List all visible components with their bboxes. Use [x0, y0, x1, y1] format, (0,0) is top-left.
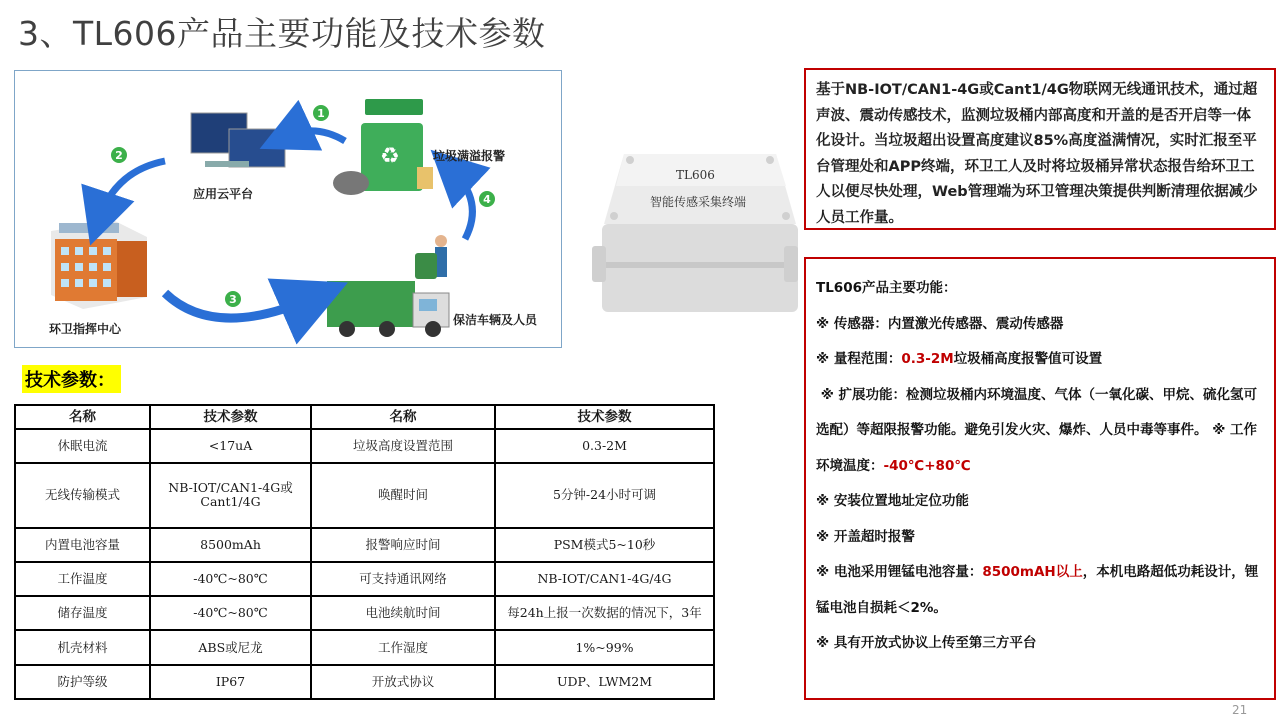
- step-4: 4: [483, 193, 491, 206]
- table-row: [15, 665, 714, 699]
- table-row: [15, 562, 714, 596]
- table-header-row: [15, 405, 714, 429]
- feature-sensor: ※ 传感器：内置激光传感器、震动传感器: [816, 315, 1064, 332]
- table-cell: PSM模式5~10秒: [495, 528, 714, 562]
- label-cloud-platform: 应用云平台: [193, 187, 254, 201]
- workflow-diagram: [15, 71, 561, 347]
- step-2: 2: [115, 149, 123, 162]
- table-cell: 0.3-2M: [495, 429, 714, 463]
- workflow-illustration: [14, 70, 562, 348]
- table-cell: 无线传输模式: [15, 463, 150, 527]
- device-subtitle: 智能传感采集终端: [650, 195, 747, 209]
- page-title: 3、TL606产品主要功能及技术参数: [18, 14, 546, 53]
- feature-battery: ※ 电池采用锂锰电池容量：8500mAH以上，本机电路超低功耗设计，锂锰电池自损耗＜2%。: [816, 564, 1259, 616]
- table-cell: -40℃~80℃: [150, 596, 311, 630]
- table-cell: 8500mAh: [150, 528, 311, 562]
- feature-location: ※ 安装位置地址定位功能: [816, 493, 969, 509]
- table-cell: 内置电池容量: [15, 528, 150, 562]
- table-cell: 储存温度: [15, 596, 150, 630]
- table-cell: 电池续航时间: [311, 596, 495, 630]
- table-row: [15, 596, 714, 630]
- col-header-name-1: 名称: [15, 405, 150, 429]
- garbage-truck-icon: [327, 235, 449, 337]
- params-title: 技术参数：: [22, 365, 121, 393]
- features-box: [804, 257, 1276, 700]
- table-cell: 可支持通讯网络: [311, 562, 495, 596]
- table-cell: UDP、LWM2M: [495, 665, 714, 699]
- col-header-name-2: 名称: [311, 405, 495, 429]
- table-cell: 工作温度: [15, 562, 150, 596]
- table-cell: <17uA: [150, 429, 311, 463]
- table-cell: 报警响应时间: [311, 528, 495, 562]
- col-header-param-1: 技术参数: [150, 405, 311, 429]
- params-table: [14, 404, 715, 700]
- command-center-icon: [51, 221, 147, 309]
- page-number: 21: [1232, 703, 1248, 717]
- step-1: 1: [317, 107, 325, 120]
- device-model: TL606: [676, 168, 715, 182]
- table-cell: 唤醒时间: [311, 463, 495, 527]
- cloud-platform-icon: [191, 113, 285, 167]
- table-cell: 1%~99%: [495, 630, 714, 664]
- col-header-param-2: 技术参数: [495, 405, 714, 429]
- table-cell: 每24h上报一次数据的情况下，3年: [495, 596, 714, 630]
- table-row: [15, 528, 714, 562]
- feature-timeout: ※ 开盖超时报警: [816, 528, 915, 545]
- table-cell: 垃圾高度设置范围: [311, 429, 495, 463]
- table-cell: 工作湿度: [311, 630, 495, 664]
- table-cell: 5分钟-24小时可调: [495, 463, 714, 527]
- table-cell: 开放式协议: [311, 665, 495, 699]
- trash-bin-icon: [333, 99, 433, 195]
- features-heading: TL606产品主要功能：: [816, 280, 957, 296]
- table-cell: NB-IOT/CAN1-4G/4G: [495, 562, 714, 596]
- table-row: [15, 463, 714, 527]
- svg-text:♻: ♻: [380, 144, 400, 169]
- table-row: [15, 429, 714, 463]
- feature-extension: ※ 扩展功能：检测垃圾桶内环境温度、气体（一氧化碳、甲烷、硫化氢可选配）等超限报警功能。避免引发火灾、爆炸、人员中毒等事件。 ※ 工作环境温度：-40℃+80℃: [816, 386, 1258, 474]
- description-box: 基于NB-IOT/CAN1-4G或Cant1/4G物联网无线通讯技术，通过超声波、震动传感技术，监测垃圾桶内部高度和开盖的是否开启等一体化设计。当垃圾超出设置高度建议85%高度溢满情况，实时汇报至平台管理处和APP终端，环卫工人及时将垃圾桶异常状态报告给环卫工人以便尽快处理，Web管理端为环卫管理决策提供判断清理依据减少人员工作量。: [804, 68, 1276, 230]
- step-3: 3: [229, 293, 237, 306]
- label-vehicles-staff: 保洁车辆及人员: [453, 313, 538, 327]
- table-cell: ABS或尼龙: [150, 630, 311, 664]
- label-command-center: 环卫指挥中心: [49, 322, 122, 336]
- table-cell: NB-IOT/CAN1-4G或Cant1/4G: [150, 463, 311, 527]
- table-cell: -40℃~80℃: [150, 562, 311, 596]
- label-overflow-alarm: 垃圾满溢报警: [433, 149, 506, 163]
- table-row: [15, 630, 714, 664]
- table-cell: IP67: [150, 665, 311, 699]
- table-cell: 防护等级: [15, 665, 150, 699]
- table-cell: 机壳材料: [15, 630, 150, 664]
- feature-protocol: ※ 具有开放式协议上传至第三方平台: [816, 635, 1037, 651]
- table-cell: 休眠电流: [15, 429, 150, 463]
- feature-range: ※ 量程范围：0.3-2M垃圾桶高度报警值可设置: [816, 351, 1103, 367]
